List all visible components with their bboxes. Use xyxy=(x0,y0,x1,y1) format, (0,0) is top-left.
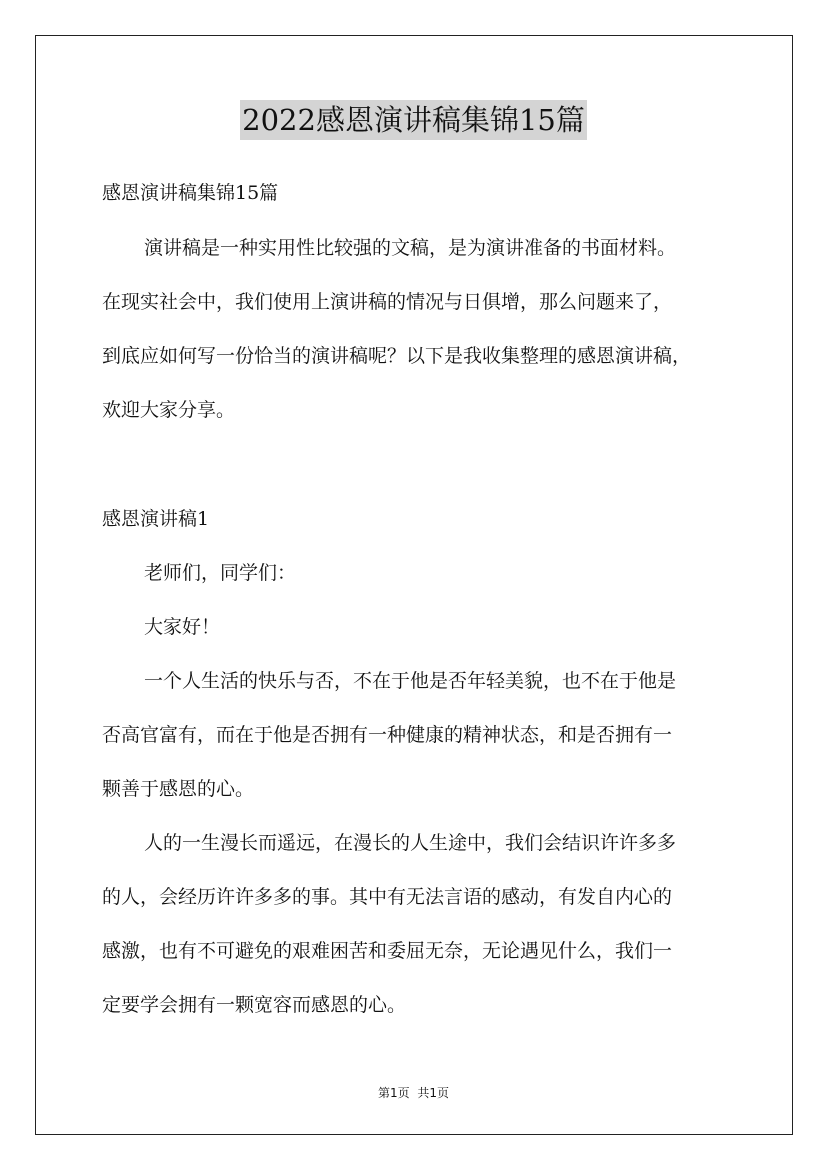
document-title: 2022感恩演讲稿集锦15篇 xyxy=(240,100,587,140)
intro-line-4: 欢迎大家分享。 xyxy=(102,399,236,421)
page-footer xyxy=(0,1084,827,1101)
paragraph-2-line-3: 感激，也有不可避免的艰难困苦和委屈无奈，无论遇见什么，我们一 xyxy=(102,940,673,962)
paragraph-2-line-1: 人的一生漫长而遥远，在漫长的人生途中，我们会结识许许多多 xyxy=(144,832,677,854)
paragraph-1-line-2: 否高官富有，而在于他是否拥有一种健康的精神状态，和是否拥有一 xyxy=(102,724,673,746)
intro-line-2: 在现实社会中，我们使用上演讲稿的情况与日俱增，那么问题来了， xyxy=(102,291,673,313)
section-heading: 感恩演讲稿1 xyxy=(102,508,210,530)
paragraph-2-line-2: 的人，会经历许许多多的事。其中有无法言语的感动，有发自内心的 xyxy=(102,886,673,908)
paragraph-1-line-1: 一个人生活的快乐与否，不在于他是否年轻美貌，也不在于他是 xyxy=(144,670,677,692)
intro-line-3: 到底应如何写一份恰当的演讲稿呢？以下是我收集整理的感恩演讲稿， xyxy=(102,345,692,367)
greeting-line-2: 大家好！ xyxy=(144,616,221,638)
document-subtitle: 感恩演讲稿集锦15篇 xyxy=(102,182,279,204)
greeting-line-1: 老师们，同学们： xyxy=(144,562,297,584)
paragraph-1-line-3: 颗善于感恩的心。 xyxy=(102,778,255,800)
paragraph-2-line-4: 定要学会拥有一颗宽容而感恩的心。 xyxy=(102,994,407,1016)
intro-line-1: 演讲稿是一种实用性比较强的文稿，是为演讲准备的书面材料。 xyxy=(144,237,677,259)
page-total: 共1页 xyxy=(417,1086,450,1100)
title-container xyxy=(0,100,827,140)
page-number: 第1页 xyxy=(377,1086,410,1100)
